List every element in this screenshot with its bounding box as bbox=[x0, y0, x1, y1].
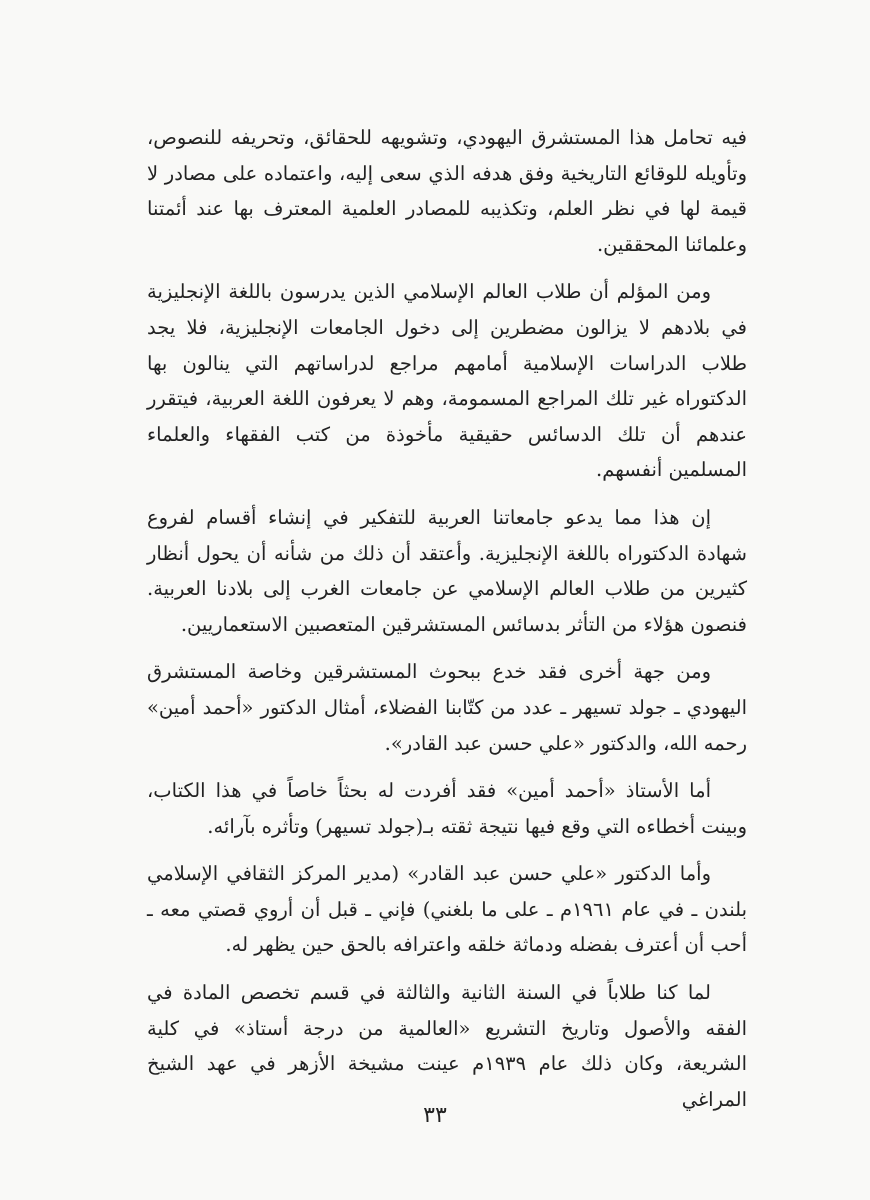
paragraph-1: فيه تحامل هذا المستشرق اليهودي، وتشويهه للحقائق، وتحريفه للنصوص، وتأويله للوقائع التاريخية وفق هدفه الذي سعى إليه، واعتماده على مصادر لا قيمة لها في نظر العلم، وتكذيبه للمصادر العلمية المعترف بها عند أئمتنا وعلمائنا المحققين. bbox=[147, 126, 747, 256]
paragraph-5: أما الأستاذ «أحمد أمين» فقد أفردت له بحثاً خاصاً في هذا الكتاب، وبينت أخطاءه التي وقع فيها نتيجة ثقته بـ(جولد تسيهر) وتأثره بآرائه. bbox=[147, 779, 747, 838]
paragraph-7: لما كنا طلاباً في السنة الثانية والثالثة في قسم تخصص المادة في الفقه والأصول وتاريخ التشريع «العالمية من درجة أستاذ» في كلية الشريعة، وكان ذلك عام ١٩٣٩م عينت مشيخة الأزهر في عهد الشيخ المراغي bbox=[147, 981, 747, 1111]
body-text bbox=[147, 120, 747, 1129]
paragraph-3: إن هذا مما يدعو جامعاتنا العربية للتفكير في إنشاء أقسام لفروع شهادة الدكتوراه باللغة الإنجليزية. وأعتقد أن ذلك من شأنه أن يحول أنظار كثيرين من طلاب العالم الإسلامي عن جامعات الغرب إلى بلادنا العربية. فنصون هؤلاء من التأثر بدسائس المستشرقين المتعصبين الاستعماريين. bbox=[147, 505, 747, 636]
page-number: ٣٣ bbox=[423, 1103, 447, 1128]
paragraph-2: ومن المؤلم أن طلاب العالم الإسلامي الذين يدرسون باللغة الإنجليزية في بلادهم لا يزالون مضطرين إلى دخول الجامعات الإنجليزية، فلا يجد طلاب الدراسات الإسلامية أمامهم مراجع لدراساتهم التي ينالون بها الدكتوراه غير تلك المراجع المسمومة، وهم لا يعرفون اللغة العربية، فيتقرر عندهم أن تلك الدسائس حقيقية مأخوذة من كتب الفقهاء والعلماء المسلمين أنفسهم. bbox=[147, 280, 747, 482]
paragraph-6: وأما الدكتور «علي حسن عبد القادر» (مدير المركز الثقافي الإسلامي بلندن ـ في عام ١٩٦١م ـ على ما بلغني) فإني ـ قبل أن أروي قصتي معه ـ أحب أن أعترف بفضله ودماثة خلقه واعترافه بالحق حين يظهر له. bbox=[147, 862, 747, 957]
paragraph-4: ومن جهة أخرى فقد خدع ببحوث المستشرقين وخاصة المستشرق اليهودي ـ جولد تسيهر ـ عدد من كتّابنا الفضلاء، أمثال الدكتور «أحمد أمين» رحمه الله، والدكتور «علي حسن عبد القادر». bbox=[147, 660, 747, 755]
